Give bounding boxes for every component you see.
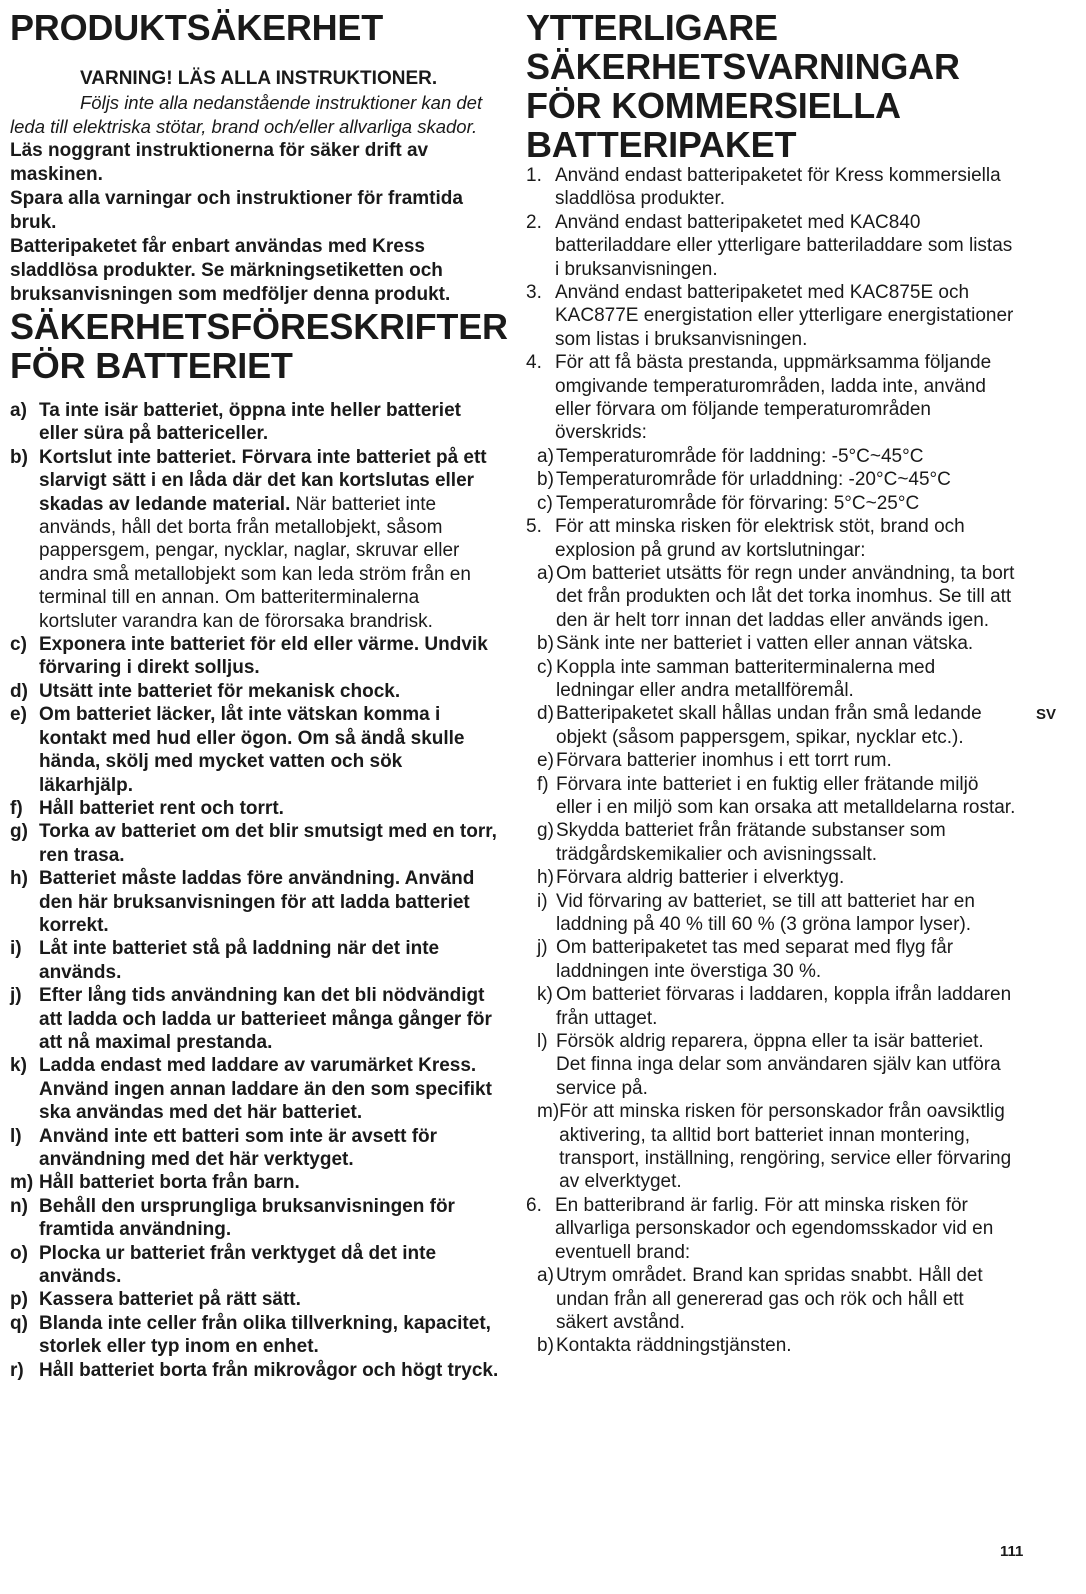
- item-text: Använd inte ett batteri som inte är avsett för användning med det här verktyget.: [39, 1125, 438, 1170]
- item-marker: e): [537, 750, 554, 772]
- item-text: Använd endast batteripaketet för Kress kommersiella sladdlösa produkter.: [555, 165, 1001, 210]
- item-text: [39, 446, 500, 633]
- item-text: Använd endast batteripaketet med KAC840 batteriladdare eller ytterligare batteriladdare som listas i bruksanvisningen.: [555, 211, 1013, 280]
- item-marker: a): [537, 445, 554, 467]
- item-marker: g): [537, 820, 554, 842]
- sub-item: [526, 1264, 1016, 1334]
- item-text: Efter lång tids användning kan det bli nödvändigt att ladda och ladda ur batterieet många gånger för att nå maximal prestanda.: [39, 985, 492, 1053]
- item-marker: l): [537, 1031, 548, 1053]
- sub-item: [526, 1334, 1016, 1357]
- list-item: [10, 1288, 500, 1311]
- list-item: [10, 1125, 500, 1172]
- item-marker: a): [10, 400, 27, 421]
- item-text: Håll batteriet borta från mikrovågor och högt tryck.: [39, 1359, 499, 1381]
- sub-item: [526, 445, 1016, 468]
- item-marker: l): [10, 1125, 22, 1147]
- sub-item: [526, 773, 1016, 820]
- item-marker: 3.: [526, 282, 542, 304]
- item-text: Kontakta räddningstjänsten.: [556, 1335, 792, 1357]
- item-marker: 4.: [526, 352, 542, 374]
- item-marker: d): [10, 680, 28, 702]
- item-marker: i): [10, 938, 22, 960]
- sub-item: [526, 562, 1016, 632]
- item-marker: b): [537, 1335, 554, 1357]
- list-item: [10, 937, 500, 984]
- list-item: [10, 680, 500, 703]
- sub-item: [526, 936, 1016, 983]
- item-marker: b): [537, 469, 554, 491]
- page-number: 111: [1000, 1543, 1024, 1560]
- item-text: Förvara batterier inomhus i ett torrt rum.: [556, 750, 892, 772]
- intro-paragraph: Läs noggrant instruktionerna för säker drift av maskinen.: [10, 140, 429, 185]
- item-text: Batteripaketet skall hållas undan från små ledande objekt (såsom pappersgem, spikar, nycklar etc.).: [556, 703, 982, 748]
- item-marker: r): [10, 1359, 24, 1381]
- item-text: Håll batteriet rent och torrt.: [39, 797, 284, 819]
- warning-title: VARNING! LÄS ALLA INSTRUKTIONER.: [80, 68, 438, 89]
- item-marker: 2.: [526, 211, 542, 233]
- item-text: Låt inte batteriet stå på laddning när det inte används.: [39, 938, 440, 983]
- item-text: Kassera batteriet på rätt sätt.: [39, 1289, 301, 1311]
- item-text: Blanda inte celler från olika tillverkning, kapacitet, storlek eller typ inom en enhet.: [39, 1312, 491, 1358]
- item-text: Exponera inte batteriet för eld eller värme. Undvik förvaring i direkt solljus.: [39, 634, 488, 679]
- list-item: [10, 984, 500, 1054]
- battery-safety-heading: SÄKERHETSFÖRESKRIFTER FÖR BATTERIET: [10, 306, 508, 386]
- item-text: Vid förvaring av batteriet, se till att batteriet har en laddning på 40 % till 60 % (3 gröna lampor lyser).: [556, 890, 975, 935]
- item-marker: c): [537, 656, 553, 678]
- item-marker: a): [537, 1265, 554, 1287]
- sub-item: [526, 1030, 1016, 1100]
- numbered-item: [526, 281, 1016, 351]
- sub-item: [526, 492, 1016, 515]
- item-text: Batteriet måste laddas före användning. Använd den här bruksanvisningen för att ladda batteriet korrekt.: [39, 868, 475, 936]
- item-marker: m): [537, 1101, 560, 1123]
- item-marker: h): [537, 867, 554, 889]
- sub-item: [526, 702, 1016, 749]
- list-item: [10, 1359, 500, 1382]
- item-marker: c): [537, 492, 553, 514]
- right-column: [526, 8, 1016, 1358]
- sub-item: [526, 632, 1016, 655]
- numbered-item: [526, 164, 1016, 211]
- sub-item: [526, 656, 1016, 703]
- intro-paragraph: Spara alla varningar och instruktioner för framtida bruk.: [10, 188, 463, 233]
- sub-item: [526, 1100, 1016, 1194]
- list-item: [10, 867, 500, 937]
- item-text: För att få bästa prestanda, uppmärksamma följande omgivande temperaturområden, ladda inte, använd eller förvara om följande temperaturområden överskrids:: [555, 352, 992, 444]
- item-text: En batteribrand är farlig. För att minska risken för allvarliga personskador och egendomsskador vid en eventuell brand:: [555, 1194, 994, 1263]
- list-item: [10, 703, 500, 797]
- item-text: Om batteriet läcker, låt inte vätskan komma i kontakt med hud eller ögon. Om så ändå skulle hända, skölj med mycket vatten och sök läkarhjälp.: [39, 704, 465, 796]
- item-text: Utsätt inte batteriet för mekanisk chock.: [39, 680, 401, 702]
- item-marker: d): [537, 703, 554, 725]
- item-text: Torka av batteriet om det blir smutsigt med en torr, ren trasa.: [39, 821, 497, 866]
- item-marker: c): [10, 634, 27, 656]
- item-text-bold: Kortslut inte batteriet. Förvara inte batteriet på ett slarvigt sätt i en låda där det kan kortslutas eller skadas av ledande material.: [39, 446, 487, 515]
- item-text: Om batteriet utsätts för regn under användning, ta bort det från produkten och låt det torka inomhus. Se till att den är helt torr innan det laddas eller används igen.: [556, 562, 1015, 631]
- item-marker: p): [10, 1289, 28, 1311]
- item-text: Om batteripaketet tas med separat med flyg får laddningen inte överstiga 30 %.: [556, 937, 954, 982]
- list-item: [10, 633, 500, 680]
- list-item: [10, 1242, 500, 1289]
- product-safety-heading: PRODUKTSÄKERHET: [10, 7, 384, 48]
- item-text: Förvara inte batteriet i en fuktig eller frätande miljö eller i en miljö som kan orsaka att metalldelarna rostar.: [556, 773, 1016, 818]
- list-item: [10, 1312, 500, 1359]
- item-marker: g): [10, 821, 28, 843]
- sub-item: [526, 468, 1016, 491]
- item-text: Plocka ur batteriet från verktyget då det inte används.: [39, 1242, 437, 1288]
- item-text: Temperaturområde för förvaring: 5°C~25°C: [556, 492, 920, 514]
- item-marker: b): [537, 633, 554, 655]
- item-text: Temperaturområde för urladdning: -20°C~45°C: [556, 469, 951, 491]
- list-item: [10, 797, 500, 820]
- battery-safety-list: [10, 399, 500, 1382]
- item-text: Behåll den ursprungliga bruksanvisningen för framtida användning.: [39, 1195, 455, 1241]
- item-marker: b): [10, 446, 28, 468]
- item-text: Om batteriet förvaras i laddaren, koppla ifrån laddaren från uttaget.: [556, 984, 1012, 1029]
- list-item: [10, 399, 500, 446]
- sub-item: [526, 749, 1016, 772]
- list-item: [10, 1171, 500, 1194]
- item-text: För att minska risken för elektrisk stöt, brand och explosion på grund av kortslutningar:: [555, 516, 965, 561]
- sub-item: [526, 866, 1016, 889]
- numbered-item: [526, 515, 1016, 562]
- item-marker: 1.: [526, 165, 542, 186]
- item-marker: 6.: [526, 1194, 542, 1216]
- numbered-item: [526, 211, 1016, 281]
- numbered-item: [526, 1194, 1016, 1264]
- item-marker: k): [537, 984, 553, 1006]
- item-text: För att minska risken för personskador från oavsiktlig aktivering, ta alltid bort batteriet innan montering, transport, inställning, rengöring, service eller förvaring av elverktyget.: [559, 1101, 1012, 1193]
- sub-item: [526, 890, 1016, 937]
- item-marker: h): [10, 868, 28, 890]
- list-item: [10, 1195, 500, 1242]
- item-marker: j): [537, 937, 548, 959]
- item-marker: f): [537, 773, 549, 795]
- item-text: Försök aldrig reparera, öppna eller ta isär batteriet. Det finna inga delar som användaren själv kan utföra service på.: [556, 1031, 1001, 1099]
- item-text: Ladda endast med laddare av varumärket Kress. Använd ingen annan laddare än den som specifikt ska användas med det här batteriet.: [39, 1055, 492, 1124]
- item-text: Skydda batteriet från frätande substanser som trädgårdskemikalier och avisningssalt.: [556, 820, 946, 865]
- item-marker: f): [10, 797, 23, 819]
- item-text-regular: När batteriet inte används, håll det borta från metallobjekt, såsom pappersgem, pengar, nycklar, naglar, skruvar eller andra små metallobjekt som kan leda ström från en terminal till en annan. Om batteriterminalerna kortsluter varandra kan de förorsaka brandrisk.: [39, 493, 471, 632]
- warning-text: Följs inte alla nedanstående instruktioner kan det leda till elektriska stötar, brand och/eller allvarliga skador.: [10, 92, 483, 137]
- item-text: Håll batteriet borta från barn.: [39, 1172, 300, 1194]
- item-marker: i): [537, 890, 548, 912]
- sub-item: [526, 819, 1016, 866]
- language-tag: SV: [1036, 706, 1057, 723]
- item-text: Ta inte isär batteriet, öppna inte heller batteriet eller süra på battericeller.: [39, 400, 461, 445]
- item-text: Använd endast batteripaketet med KAC875E och KAC877E energistation eller ytterligare energistationer som listas i bruksanvisningen.: [555, 282, 1014, 350]
- item-marker: n): [10, 1195, 28, 1217]
- item-text: Utrym området. Brand kan spridas snabbt. Håll det undan från all genererad gas och rök och håll ett säkert avstånd.: [556, 1265, 983, 1333]
- item-marker: o): [10, 1242, 28, 1264]
- item-text: Temperaturområde för laddning: -5°C~45°C: [556, 445, 924, 467]
- item-text: Sänk inte ner batteriet i vatten eller annan vätska.: [556, 633, 974, 655]
- intro-paragraph: Batteripaketet får enbart användas med Kress sladdlösa produkter. Se märkningsetiketten och bruksanvisningen som medföljer denna produkt.: [10, 236, 451, 305]
- item-text: Koppla inte samman batteriterminalerna med ledningar eller andra metallföremål.: [556, 656, 936, 701]
- numbered-item: [526, 351, 1016, 445]
- item-marker: q): [10, 1312, 28, 1334]
- list-item: [10, 446, 500, 633]
- item-marker: j): [10, 985, 22, 1007]
- commercial-battery-heading: YTTERLIGARE SÄKERHETSVARNINGAR FÖR KOMMERSIELLA BATTERIPAKET: [526, 7, 960, 165]
- item-marker: m): [10, 1172, 34, 1194]
- item-text: Förvara aldrig batterier i elverktyg.: [556, 867, 845, 889]
- left-column: [10, 7, 508, 1382]
- list-item: [10, 820, 500, 867]
- sub-item: [526, 983, 1016, 1030]
- list-item: [10, 1054, 500, 1124]
- item-marker: k): [10, 1055, 27, 1077]
- item-marker: e): [10, 704, 27, 726]
- item-marker: 5.: [526, 516, 542, 538]
- item-marker: a): [537, 562, 554, 584]
